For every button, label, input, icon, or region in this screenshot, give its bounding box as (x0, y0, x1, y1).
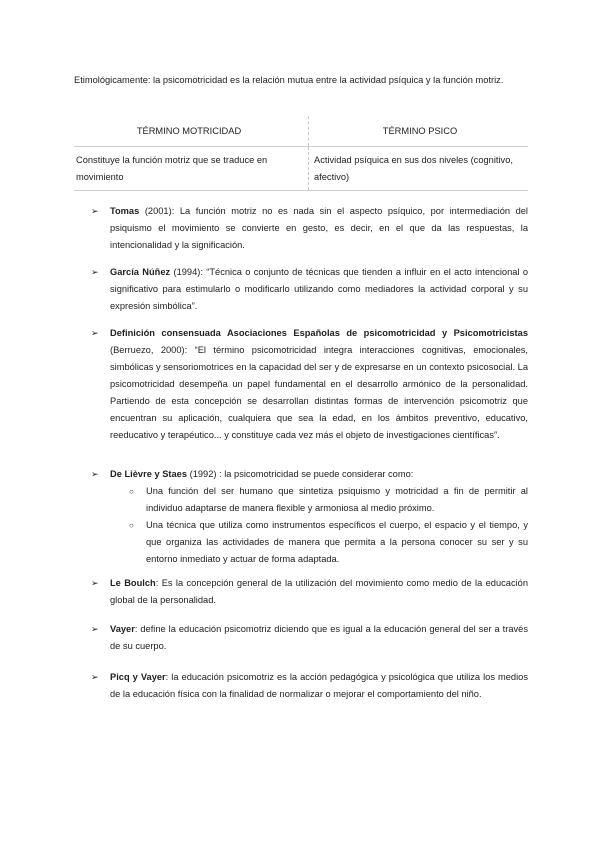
arrow-bullet-icon: ➢ (91, 469, 99, 479)
definition-text: : define la educación psicomotriz diciendo que es igual a la educación general del ser a través de su cuerpo. (110, 624, 528, 651)
sub-item (110, 483, 528, 517)
definition-text: : la educación psicomotriz es la acción pedagógica y psicológica que utiliza los medios de la educación física con la finalidad de normalizar o mejorar el comportamiento del niño. (110, 672, 528, 699)
definition-author: Le Boulch (110, 578, 156, 588)
arrow-bullet-icon: ➢ (91, 206, 99, 216)
definition-text: (2001): La función motriz no es nada sin el aspecto psíquico, por intermediación del psiquismo el movimiento se convierte en gesto, es decir, en el que da las respuestas, la intencionalidad y la significación. (110, 206, 528, 250)
sub-item (110, 517, 528, 568)
definition-consensuada (91, 325, 528, 444)
arrow-bullet-icon: ➢ (91, 672, 99, 682)
sub-item-text: Una técnica que utiliza como instrumentos específicos el cuerpo, el espacio y el tiempo, y que organiza las actividades de manera que permita a la persona conocer su ser y su entorno inmediato y actuar de forma adaptada. (146, 520, 528, 564)
definition-author: García Núñez (110, 267, 171, 277)
header-psico: TÉRMINO PSICO (309, 116, 529, 147)
definition-author: De Lièvre y Staes (110, 469, 188, 479)
definition-author: Picq y Vayer (110, 672, 166, 682)
definition-le-boulch (91, 575, 528, 609)
definition-picq-vayer (91, 669, 528, 703)
definition-de-lievre-staes (91, 466, 528, 568)
table-header-row (74, 116, 528, 147)
circle-bullet-icon: ○ (129, 487, 134, 496)
definition-author: Tomas (110, 206, 140, 216)
definition-author: Vayer (110, 624, 135, 634)
header-motricidad: TÉRMINO MOTRICIDAD (74, 116, 309, 147)
definition-text: (1994): “Técnica o conjunto de técnicas que tienden a influir en el acto intencional o significativo para estimularlo o modificarlo utilizando como mediadores la actividad corporal y su expresión simbólica”. (110, 267, 528, 311)
definition-vayer (91, 621, 528, 655)
definition-text: (Berruezo, 2000): “El término psicomotricidad integra interacciones cognitivas, emocionales, simbólicas y sensoriomotrices en la capacidad del ser y de expresarse en un contexto psicosocial. La psicomotricidad desempeña un papel fundamental en el desarrollo armónico de la personalidad. Partiendo de esta concepción se desarrollan distintas formas de intervención psicomotriz que encuentran su aplicación, cualquiera que sea la edad, en los ámbitos preventivo, educativo, reeducativo y terapéutico... y constituye cada vez más el objeto de investigaciones científicas”. (110, 345, 528, 440)
arrow-bullet-icon: ➢ (91, 578, 99, 588)
definition-author: Definición consensuada Asociaciones Españolas de psicomotricidad y Psicomotricistas (110, 328, 528, 338)
definition-text: (1992) : la psicomotricidad se puede considerar como: (187, 469, 414, 479)
arrow-bullet-icon: ➢ (91, 267, 99, 277)
definition-tomas (91, 203, 528, 254)
terms-table (74, 116, 528, 191)
definition-text: : Es la concepción general de la utilización del movimiento como medio de la educación global de la personalidad. (110, 578, 528, 605)
cell-psico: Actividad psíquica en sus dos niveles (cognitivo, afectivo) (309, 147, 529, 191)
definition-garcia-nunez (91, 264, 528, 315)
arrow-bullet-icon: ➢ (91, 624, 99, 634)
circle-bullet-icon: ○ (129, 521, 134, 530)
intro-paragraph: Etimológicamente: la psicomotricidad es la relación mutua entre la actividad psíquica y la función motriz. (74, 75, 504, 85)
cell-motricidad: Constituye la función motriz que se traduce en movimiento (74, 147, 309, 191)
arrow-bullet-icon: ➢ (91, 328, 99, 338)
sub-item-text: Una función del ser humano que sintetiza psiquismo y motricidad a fin de permitir al individuo adaptarse de manera flexible y armoniosa al medio próximo. (146, 486, 528, 513)
table-row (74, 147, 528, 191)
